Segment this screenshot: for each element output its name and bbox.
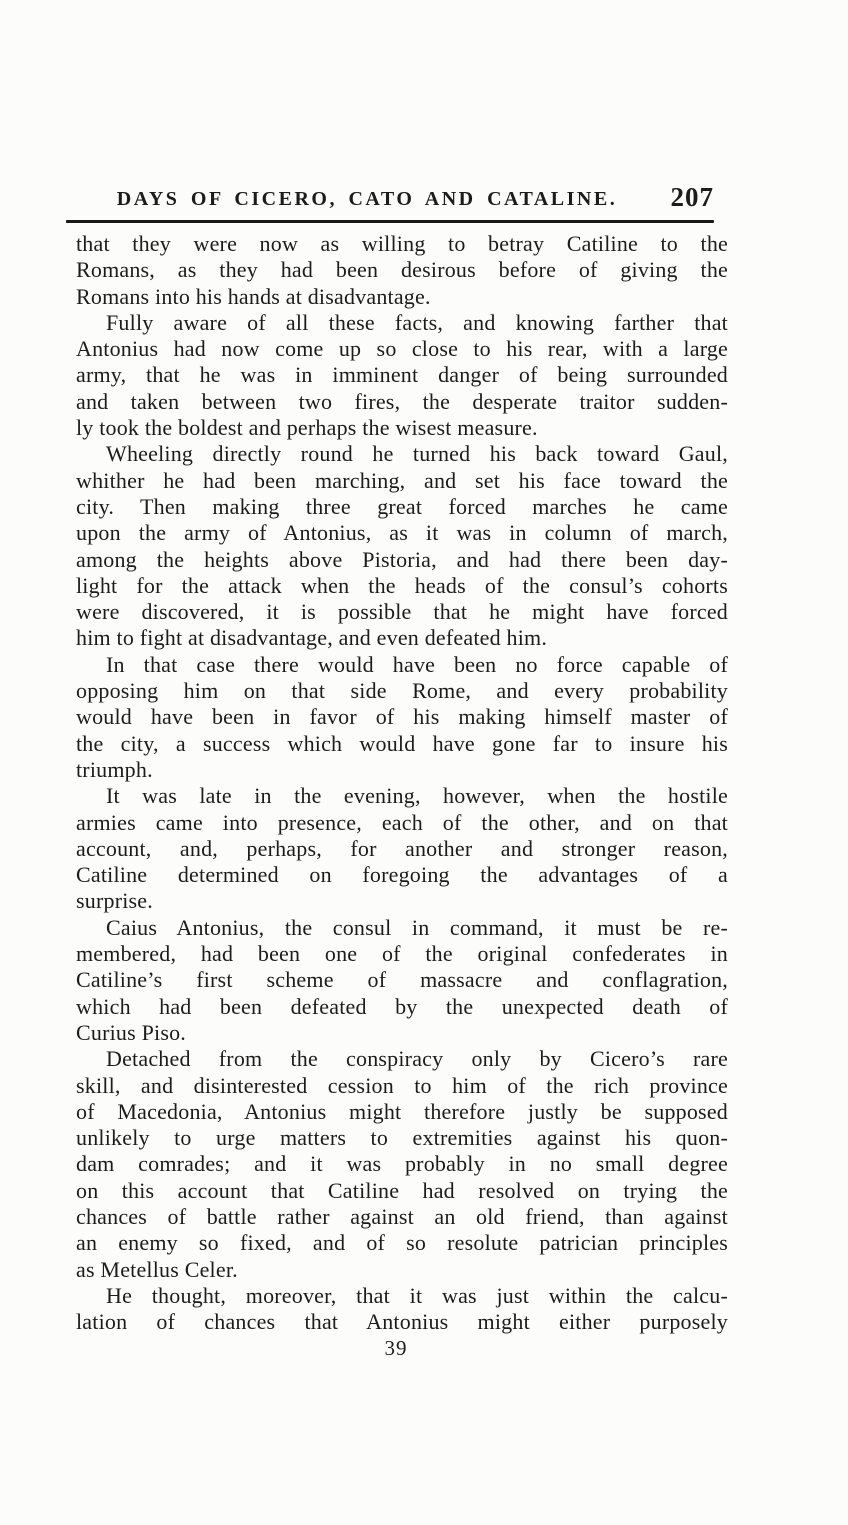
text-line: would have been in favor of his making himself master of: [76, 704, 728, 730]
text-line: Curius Piso.: [76, 1019, 186, 1045]
text-line: Catiline determined on foregoing the advantages of a: [76, 862, 728, 888]
text-line: him to fight at disadvantage, and even defeated him.: [76, 625, 548, 651]
text-line: army, that he was in imminent danger of being surrounded: [76, 362, 728, 388]
text-line: that they were now as willing to betray Catiline to the: [76, 231, 728, 256]
text-line: Romans, as they had been desirous before of giving the: [76, 257, 728, 283]
text-line: chances of battle rather against an old friend, than against: [76, 1203, 728, 1229]
text-line: It was late in the evening, however, when the hostile: [106, 783, 728, 809]
text-line: armies came into presence, each of the other, and on that: [76, 809, 728, 835]
text-line: Detached from the conspiracy only by Cicero’s rare: [106, 1046, 728, 1072]
text-line: In that case there would have been no force capable of: [106, 651, 728, 677]
text-line: of Macedonia, Antonius might therefore justly be supposed: [76, 1098, 728, 1124]
text-line: surprise.: [76, 888, 153, 914]
running-head: [66, 182, 714, 212]
text-line: Fully aware of all these facts, and knowing farther that: [106, 309, 728, 335]
text-line: on this account that Catiline had resolved on trying the: [76, 1177, 728, 1203]
text-line: dam comrades; and it was probably in no small degree: [76, 1151, 728, 1177]
text-line: triumph.: [76, 756, 153, 782]
text-line: whither he had been marching, and set his face toward the: [76, 467, 728, 493]
running-head-title: DAYS OF CICERO, CATO AND CATALINE.: [116, 188, 618, 210]
paragraph: [76, 1283, 728, 1336]
paragraph: [76, 915, 728, 1046]
header-rule: [66, 220, 714, 223]
text-line: account, and, perhaps, for another and stronger reason,: [76, 835, 728, 861]
page-number: 207: [670, 182, 714, 212]
paragraph: [76, 310, 728, 441]
text-line: Antonius had now come up so close to his rear, with a large: [76, 336, 728, 362]
paragraph: [76, 231, 728, 310]
text-line: Romans into his hands at disadvantage.: [76, 283, 431, 309]
text-line: opposing him on that side Rome, and every probability: [76, 678, 728, 704]
text-line: city. Then making three great forced marches he came: [76, 493, 728, 519]
paragraph: [76, 783, 728, 914]
text-line: Caius Antonius, the consul in command, it must be re-: [106, 914, 728, 940]
text-line: and taken between two fires, the desperate traitor sudden-: [76, 388, 728, 414]
text-line: He thought, moreover, that it was just within the calcu-: [106, 1282, 728, 1308]
paragraph: [76, 1046, 728, 1283]
paragraph: [76, 652, 728, 783]
text-line: among the heights above Pistoria, and had there been day-: [76, 546, 728, 572]
text-line: ly took the boldest and perhaps the wisest measure.: [76, 415, 538, 441]
text-line: Catiline’s first scheme of massacre and conflagration,: [76, 967, 728, 993]
signature-mark: 39: [384, 1336, 408, 1360]
text-line: were discovered, it is possible that he might have forced: [76, 599, 728, 625]
text-line: membered, had been one of the original confederates in: [76, 941, 728, 967]
text-line: unlikely to urge matters to extremities against his quon-: [76, 1125, 728, 1151]
text-block: [76, 231, 728, 1335]
text-line: light for the attack when the heads of the consul’s cohorts: [76, 572, 728, 598]
text-line: lation of chances that Antonius might either purposely: [76, 1309, 728, 1335]
text-line: skill, and disinterested cession to him of the rich province: [76, 1072, 728, 1098]
paragraph: [76, 441, 728, 651]
text-line: Wheeling directly round he turned his back toward Gaul,: [106, 441, 728, 467]
text-line: an enemy so fixed, and of so resolute patrician principles: [76, 1230, 728, 1256]
text-line: the city, a success which would have gone far to insure his: [76, 730, 728, 756]
text-line: upon the army of Antonius, as it was in column of march,: [76, 520, 728, 546]
text-line: which had been defeated by the unexpected death of: [76, 993, 728, 1019]
text-line: as Metellus Celer.: [76, 1256, 238, 1282]
